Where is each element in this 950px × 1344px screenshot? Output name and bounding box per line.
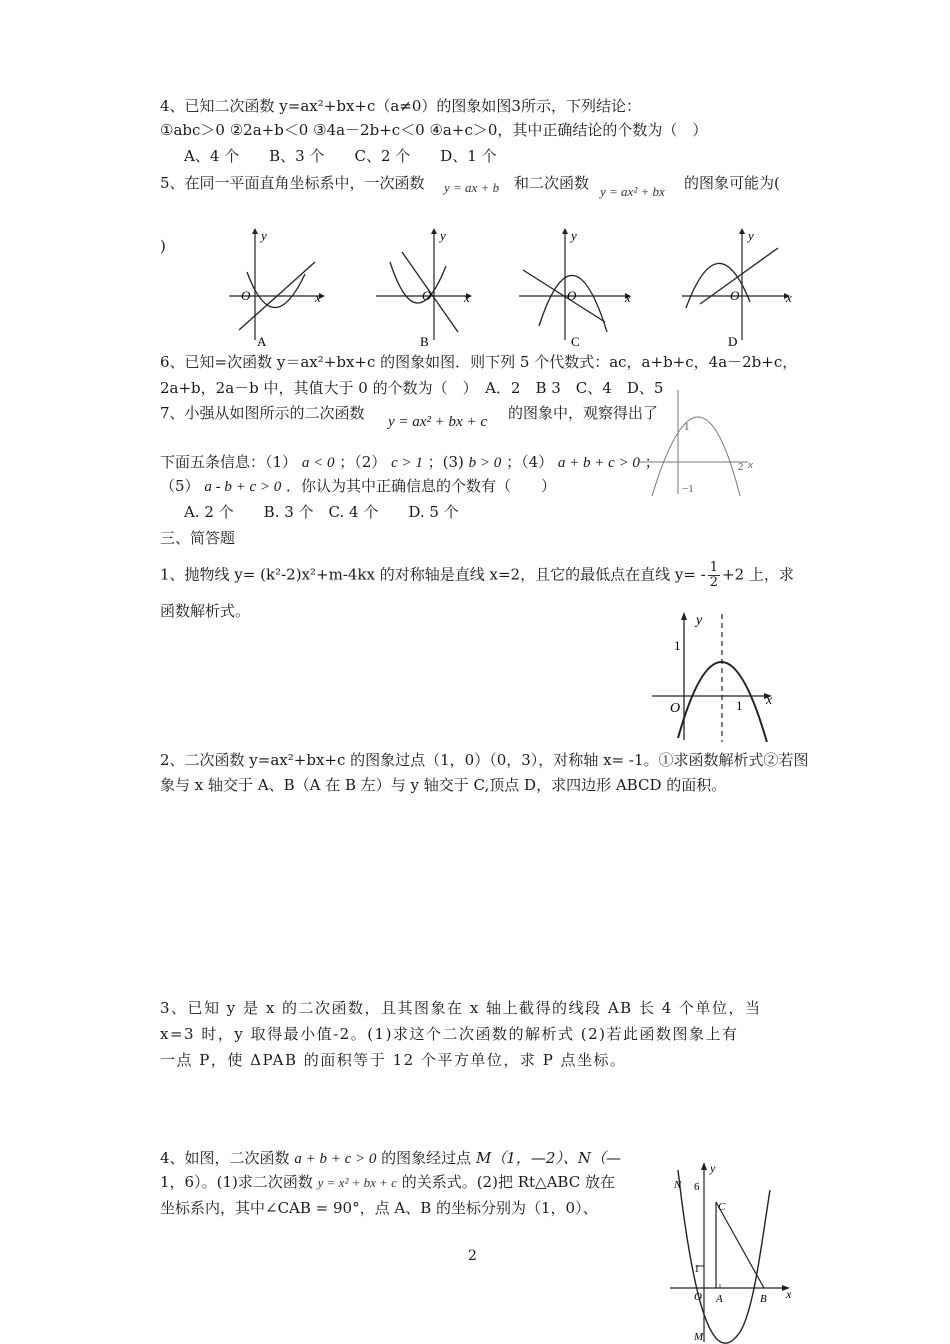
q5a-origin: O [241,288,251,303]
q5c-y-label: y [571,228,577,243]
s1-frac-num: 1 [709,560,719,575]
s4-graph [666,1160,800,1344]
q5-graph-b [372,222,482,350]
s4-line1-b: 的图象经过点 [381,1149,472,1167]
s4-graph-y-label: y [710,1161,716,1175]
q6-line1: 6、已知=次函数 y＝ax²+bx+c 的图象如图．则下列 5 个代数式：ac，a+b+c，4a－2b+c， [160,353,798,371]
q5a-label: A [257,334,267,349]
q7-line2 [160,452,660,473]
s1-graph-origin: O [670,701,681,716]
q5a-y-label: y [261,228,267,243]
q7-cond1: a < 0 [301,455,335,471]
q5d-label: D [728,334,738,349]
s1-graph-x-tick: 1 [736,698,743,713]
q7-text-after: 的图象中，观察得出了 [508,404,659,422]
q5b-origin: O [422,288,432,303]
q7-line3 [160,476,556,497]
s4-line2 [160,1172,615,1193]
s4-graph-c: C [718,1201,726,1213]
s1-graph-y-tick: 1 [674,638,681,653]
s1-fraction [708,561,720,590]
s4-graph-m: M [694,1331,704,1343]
q7-sep4: ；（4） [506,453,554,471]
s2-line2: 象与 x 轴交于 A、B（A 在 B 左）与 y 轴交于 C,顶点 D，求四边形 ABCD 的面积。 [160,776,727,794]
q4-line2: ①abc＞0 ②2a+b＜0 ③4a－2b+c＜0 ④a+c＞0，其中正确结论的个数为（ ） [160,121,708,139]
q7-cond4: a + b + c > 0 [557,455,640,471]
s4-point-m: M（1，—2）、N（— [475,1149,622,1167]
s4-expr1: a + b + c > 0 [294,1151,377,1167]
section3-title: 三、简答题 [160,529,236,547]
s3-line2: x=3 时，y 取得最小值-2。(1)求这个二次函数的解析式 (2)若此函数图象上有 [160,1025,739,1043]
q5c-origin: O [567,288,577,303]
q5-text-before: 5、在同一平面直角坐标系中，一次函数 [160,174,425,192]
q5b-y-label: y [440,228,446,243]
s3-line3: 一点 P，使 ΔPAB 的面积等于 12 个平方单位，求 P 点坐标。 [160,1051,627,1069]
s4-graph-y6: 6 [694,1181,700,1193]
q7-line3-suffix: ．你认为其中正确信息的个数有（ ） [286,477,557,495]
q4-line1: 4、已知二次函数 y=ax²+bx+c（a≠0）的图象如图3所示，下列结论： [160,97,641,115]
q7-cond5: a - b + c > 0 [204,479,282,495]
q7-text-before: 7、小强从如图所示的二次函数 [160,404,365,422]
s4-line1-a: 4、如图，二次函数 [160,1149,290,1167]
s4-graph-a: A [716,1293,723,1305]
q7-sep3: ；(3) [427,453,464,471]
q7-sep2: ；（2） [339,453,387,471]
q5-graph-d [678,222,808,350]
s1-graph-x-label: x [766,693,773,708]
s1-graph [648,608,778,742]
q7-cond2: c > 1 [391,455,423,471]
s1-line1 [160,561,794,590]
q7-line3-prefix: （5） [160,477,200,495]
s4-line2-b: 的关系式。(2)把 Rt△ABC 放在 [401,1173,615,1191]
s4-graph-y1: 1 [694,1263,700,1275]
q5-close-paren: ) [160,237,166,255]
q5-text [160,173,425,193]
q7-sep4-end: ； [644,453,660,471]
q6-line2: 2a+b，2a－b 中，其值大于 0 的个数为（ ） A．2 B 3 C、4 D、5 [160,379,664,397]
q5d-x-label: x [786,290,792,305]
q5-text-after: 的图象可能为( [684,174,780,192]
q7-x-tick: 2 [738,461,744,473]
s4-expr2: y = x² + bx + c [317,1175,397,1190]
q7-y-tick: 1 [684,421,690,433]
q7-line2-prefix: 下面五条信息：（1） [160,453,298,471]
page-number: 2 [468,1248,477,1264]
q5c-label: C [571,334,580,349]
s4-graph-b: B [760,1293,767,1305]
q7-expr: y = ax² + bx + c [388,414,487,430]
q5b-label: B [420,334,429,349]
q7-graph [630,384,780,496]
q5-graph-a [225,222,335,350]
s4-graph-x-label: x [786,1287,792,1301]
q5d-y-label: y [748,228,754,243]
s1-line1-b: +2 上，求 [722,565,794,584]
s4-line2-a: 1，6）。(1)求二次函数 [160,1173,313,1191]
q7-choices: A. 2 个 B. 3 个 C. 4 个 D. 5 个 [184,503,459,521]
s1-graph-y-label: y [696,613,703,628]
q7-cond3: b > 0 [468,455,502,471]
q5-graph-c [515,222,645,350]
s4-line1 [160,1148,621,1169]
q5d-origin: O [730,288,740,303]
q7-x-label: x [748,459,753,471]
q5-quadratic-expr: y = ax² + bx [600,184,665,199]
s1-frac-den: 2 [709,575,719,590]
s3-line1: 3、已知 y 是 x 的二次函数，且其图象在 x 轴上截得的线段 AB 长 4 个单位，当 [160,999,762,1017]
s2-line1: 2、二次函数 y=ax²+bx+c 的图象过点（1，0）（0，3），对称轴 x= -1。①求函数解析式②若图 [160,751,809,769]
q5a-x-label: x [315,290,321,305]
q5c-x-label: x [625,290,631,305]
q5b-x-label: x [464,290,470,305]
s4-line3: 坐标系内，其中∠CAB = 90°，点 A、B 的坐标分别为（1，0）、 [160,1199,598,1217]
q4-choices: A、4 个 B、3 个 C、2 个 D、1 个 [184,147,497,165]
s4-graph-n: N [674,1179,682,1191]
q5-text-mid: 和二次函数 [514,174,590,192]
q7-neg-tick: −1 [682,483,694,495]
s4-graph-origin: O [694,1291,702,1303]
q5-linear-expr: y = ax + b [444,180,500,195]
s1-line1-a: 1、抛物线 y= (k²-2)x²+m-4kx 的对称轴是直线 x=2，且它的最低点在直线 y= - [160,565,706,584]
s1-line2: 函数解析式。 [160,602,251,620]
